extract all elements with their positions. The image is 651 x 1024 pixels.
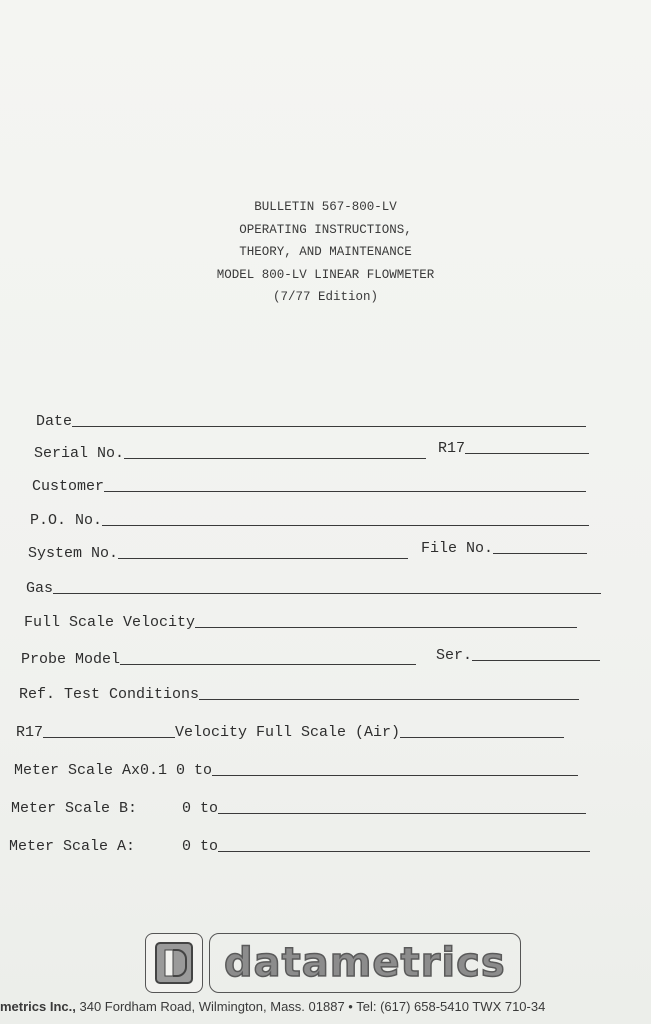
r17-velocity-field xyxy=(16,721,564,741)
ser-blank[interactable] xyxy=(472,660,600,661)
full-scale-velocity-label: Full Scale Velocity xyxy=(24,614,196,631)
po-no-blank[interactable] xyxy=(102,525,589,526)
serial-no-field xyxy=(34,442,426,462)
probe-model-field xyxy=(21,648,416,668)
full-scale-velocity-field xyxy=(24,611,577,631)
bulletin-edition: (7/77 Edition) xyxy=(272,290,379,304)
r17-label-2: R17 xyxy=(16,724,44,741)
file-no-field xyxy=(421,537,587,557)
serial-no-blank[interactable] xyxy=(124,458,426,459)
footer-bullet: • xyxy=(348,999,353,1014)
meter-scale-b-to: 0 to xyxy=(182,800,219,817)
date-blank[interactable] xyxy=(72,426,586,427)
bulletin-subtitle-2: THEORY, AND MAINTENANCE xyxy=(239,245,412,259)
company-footer xyxy=(0,999,651,1021)
gas-field xyxy=(26,577,601,597)
probe-model-label: Probe Model xyxy=(21,651,121,668)
velocity-full-scale-label: Velocity Full Scale (Air) xyxy=(175,724,401,741)
system-no-label: System No. xyxy=(28,545,119,562)
system-no-field xyxy=(28,542,408,562)
customer-blank[interactable] xyxy=(104,491,586,492)
file-no-label: File No. xyxy=(421,540,494,557)
ser-label: Ser. xyxy=(436,647,473,664)
footer-tel: Tel: (617) 658-5410 TWX 710-34 xyxy=(352,999,546,1014)
gas-label: Gas xyxy=(26,580,54,597)
r17-blank-2[interactable] xyxy=(43,737,175,738)
po-no-field xyxy=(30,509,589,529)
ref-test-conditions-label: Ref. Test Conditions xyxy=(19,686,200,703)
logo-mark-icon xyxy=(145,933,203,993)
meter-scale-ax-label: Meter Scale Ax0.1 0 to xyxy=(14,762,213,779)
date-field xyxy=(36,410,586,430)
r17-label: R17 xyxy=(438,440,466,457)
date-label: Date xyxy=(36,413,73,430)
full-scale-velocity-blank[interactable] xyxy=(195,627,577,628)
velocity-full-scale-blank[interactable] xyxy=(400,737,564,738)
meter-scale-a-field xyxy=(9,835,590,855)
bulletin-number: BULLETIN 567-800-LV xyxy=(254,200,397,214)
ref-test-conditions-field xyxy=(19,683,579,703)
meter-scale-b-label: Meter Scale B: xyxy=(11,800,138,817)
meter-scale-a-label: Meter Scale A: xyxy=(9,838,136,855)
system-no-blank[interactable] xyxy=(118,558,408,559)
gas-blank[interactable] xyxy=(53,593,601,594)
meter-scale-ax-field xyxy=(14,759,578,779)
probe-model-blank[interactable] xyxy=(120,664,416,665)
bulletin-model: MODEL 800-LV LINEAR FLOWMETER xyxy=(216,267,435,282)
meter-scale-a-blank[interactable] xyxy=(218,851,590,852)
meter-scale-b-blank[interactable] xyxy=(218,813,586,814)
customer-label: Customer xyxy=(32,478,105,495)
meter-scale-b-field xyxy=(11,797,586,817)
bulletin-header xyxy=(0,196,651,309)
meter-scale-ax-blank[interactable] xyxy=(212,775,578,776)
r17-blank[interactable] xyxy=(465,453,589,454)
ser-field xyxy=(436,644,600,664)
ref-test-conditions-blank[interactable] xyxy=(199,699,579,700)
meter-scale-a-to: 0 to xyxy=(182,838,219,855)
datametrics-logo xyxy=(145,933,521,993)
po-no-label: P.O. No. xyxy=(30,512,103,529)
r17-field xyxy=(438,437,589,457)
bulletin-subtitle-1: OPERATING INSTRUCTIONS, xyxy=(239,222,412,237)
serial-no-label: Serial No. xyxy=(34,445,125,462)
file-no-blank[interactable] xyxy=(493,553,587,554)
logo-wordmark: datametrics xyxy=(209,933,521,993)
footer-address: 340 Fordham Road, Wilmington, Mass. 01887 xyxy=(75,999,349,1014)
footer-company: metrics Inc., xyxy=(0,999,76,1014)
customer-field xyxy=(32,475,586,495)
